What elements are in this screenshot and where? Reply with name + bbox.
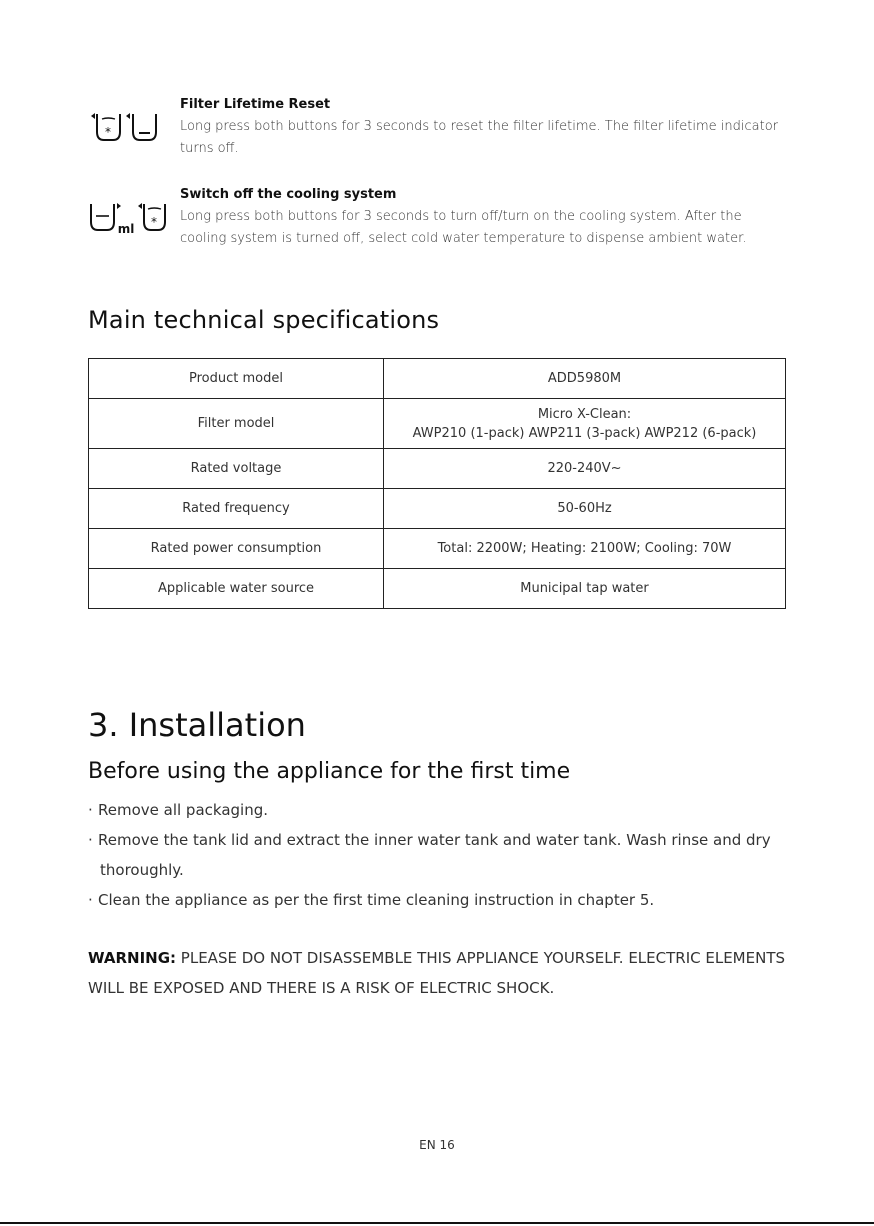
- spec-value-line: Total: 2200W; Heating: 2100W; Cooling: 70W: [437, 541, 732, 556]
- spec-label: Applicable water source: [89, 569, 384, 609]
- spec-value-line: Municipal tap water: [520, 581, 649, 596]
- warning-text: PLEASE DO NOT DISASSEMBLE THIS APPLIANCE YOURSELF. ELECTRIC ELEMENTS WILL BE EXPOSED AND THERE IS A RISK OF ELECTRIC SHOCK.: [88, 949, 786, 997]
- svg-text:*: *: [151, 215, 157, 229]
- warning-notice: [88, 943, 788, 1003]
- list-item: [88, 795, 788, 825]
- svg-text:*: *: [105, 125, 111, 139]
- page-number: EN 16: [419, 1138, 455, 1152]
- bullet-marker: ·: [88, 831, 93, 849]
- warning-label: WARNING:: [88, 949, 177, 967]
- list-item-text: Remove the tank lid and extract the inner water tank and water tank. Wash rinse and dry: [98, 831, 771, 849]
- bullet-marker: ·: [88, 891, 93, 909]
- list-item: [88, 825, 788, 885]
- bullet-marker: ·: [88, 801, 93, 819]
- spec-value-line: ADD5980M: [547, 371, 622, 386]
- spec-value-line: AWP210 (1-pack) AWP211 (3-pack) AWP212 (6-pack): [412, 425, 757, 441]
- table-row: [89, 449, 786, 489]
- table-row: [89, 359, 786, 399]
- spec-label: Product model: [89, 359, 384, 399]
- list-item: [88, 885, 788, 915]
- table-row: [89, 489, 786, 529]
- list-item-text: Clean the appliance as per the first time cleaning instruction in chapter 5.: [98, 891, 655, 909]
- cooling-switch-buttons-icon: [88, 200, 168, 234]
- spec-value-line: Micro X-Clean:: [537, 406, 632, 422]
- list-item-text: Remove all packaging.: [98, 801, 268, 819]
- filter-reset-buttons-icon: [88, 110, 168, 144]
- spec-value: [384, 529, 786, 569]
- spec-value-line: 220-240V~: [547, 461, 622, 476]
- page-bottom-rule: [0, 1222, 874, 1224]
- section-title: 3. Installation: [88, 706, 306, 744]
- spec-table: [88, 358, 786, 609]
- spec-value-line: 50-60Hz: [557, 501, 612, 516]
- spec-label: Filter model: [89, 399, 384, 449]
- table-row: [89, 569, 786, 609]
- spec-label: Rated power consumption: [89, 529, 384, 569]
- spec-value: [384, 489, 786, 529]
- spec-heading: Main technical specifications: [88, 306, 440, 334]
- instruction-body: Long press both buttons for 3 seconds to reset the filter lifetime. The filter lifetime indicator turns off.: [180, 119, 778, 156]
- svg-text:ml: ml: [117, 222, 135, 234]
- spec-value: [384, 449, 786, 489]
- table-row: [89, 399, 786, 449]
- table-row: [89, 529, 786, 569]
- instruction-title: Switch off the cooling system: [180, 187, 397, 202]
- instruction-body: Long press both buttons for 3 seconds to turn off/turn on the cooling system. After the cooling system is turned off, select cold water temperature to dispense ambient water.: [180, 209, 747, 246]
- spec-label: Rated frequency: [89, 489, 384, 529]
- installation-bullet-list: [88, 795, 788, 915]
- section-subtitle: Before using the appliance for the first time: [88, 759, 571, 784]
- spec-value: [384, 359, 786, 399]
- instruction-title: Filter Lifetime Reset: [180, 97, 331, 112]
- spec-value: [384, 399, 786, 449]
- list-item-continuation: thoroughly.: [100, 861, 184, 879]
- spec-label: Rated voltage: [89, 449, 384, 489]
- spec-value: [384, 569, 786, 609]
